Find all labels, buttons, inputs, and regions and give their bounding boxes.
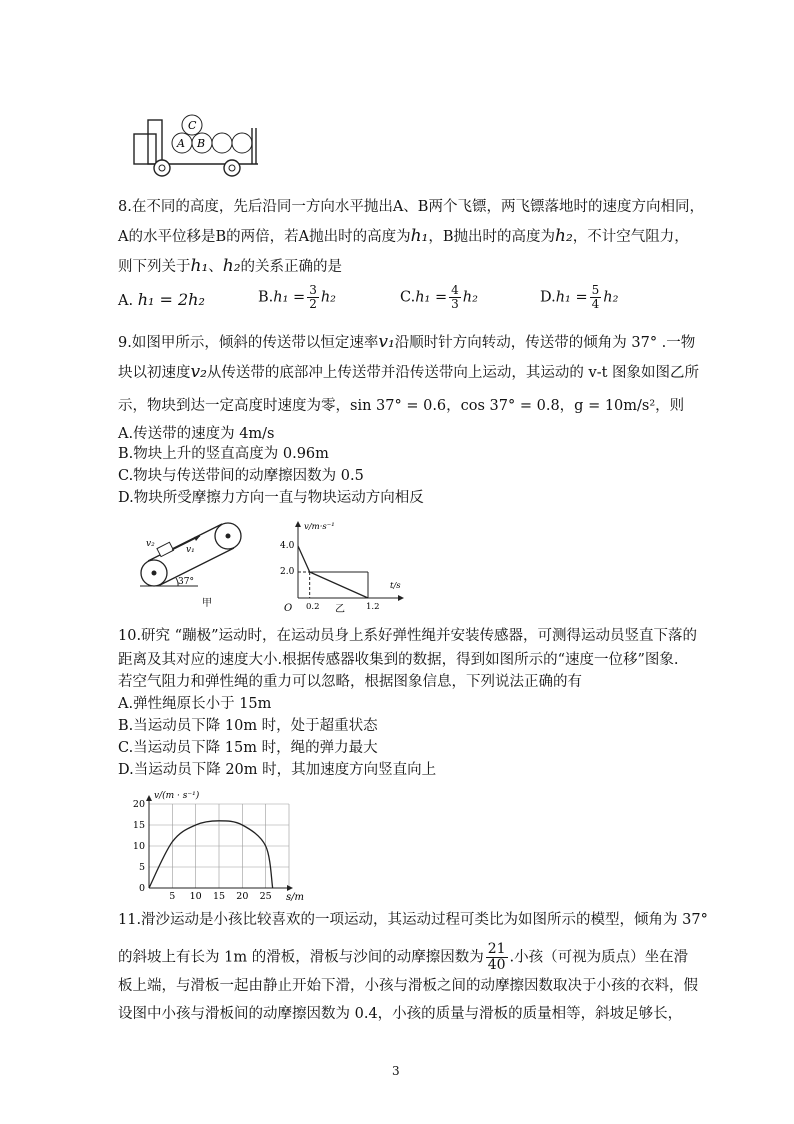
- vs-xtick: 25: [259, 891, 272, 902]
- q10-line-3: 若空气阻力和弹性绳的重力可以忽略，根据图象信息，下列说法正确的有: [118, 674, 582, 690]
- vt-ylabel: v/m·s⁻¹: [304, 522, 335, 532]
- q8-option-c[interactable]: C.h₁ = $\frac{4}{3}$ h₂: [400, 283, 478, 311]
- vt-origin: O: [284, 603, 293, 614]
- q8-line-3: 则下列关于h₁、h₂的关系正确的是: [118, 256, 343, 276]
- q11-line-3: 板上端，与滑板一起由静止开始下滑，小孩与滑板之间的动摩擦因数取决于小孩的衣料，假: [118, 978, 698, 994]
- q10-line-1: 10.研究 “蹦极”运动时，在运动员身上系好弹性绳并安装传感器，可测得运动员竖直下落的: [118, 628, 697, 644]
- label-a: A: [177, 137, 185, 150]
- vt-graph: [278, 516, 408, 616]
- block: [157, 542, 174, 556]
- vs-xtick: 10: [189, 891, 202, 902]
- vt-caption: 乙: [335, 604, 345, 615]
- q9-option-a[interactable]: A.传送带的速度为 4m/s: [118, 426, 275, 442]
- q9-option-d[interactable]: D.物块所受摩擦力方向一直与物块运动方向相反: [118, 490, 424, 506]
- q11-line-2: 的斜坡上有长为 1m 的滑板，滑板与沙间的动摩擦因数为 $\frac{21}{40}$ .小孩（可视为质点）坐在滑: [118, 941, 689, 973]
- label-v1: v₁: [186, 545, 195, 555]
- vs-ytick: 15: [132, 820, 145, 831]
- belt-upper: [148, 524, 222, 561]
- vs-xtick: 5: [169, 891, 176, 902]
- q11-line-4: 设图中小孩与滑板间的动摩擦因数为 0.4，小孩的质量与滑板的质量相等，斜坡足够长，: [118, 1006, 683, 1022]
- label-c: C: [188, 119, 197, 132]
- q8-option-b[interactable]: B.h₁ = $\frac{3}{2}$ h₂: [258, 283, 336, 311]
- q8-h1: h₁: [410, 226, 429, 246]
- vt-ytick-4: 4.0: [280, 541, 295, 551]
- vs-xlabel: s/m: [286, 892, 304, 903]
- q9-line-2: 块以初速度v₂从传送带的底部冲上传送带并沿传送带向上运动，其运动的 v-t 图象如图乙所: [118, 362, 700, 382]
- belt-figure: [128, 516, 258, 616]
- q9-line-1: 9.如图甲所示，倾斜的传送带以恒定速率v₁沿顺时针方向转动，传送带的倾角为 37° .一物: [118, 332, 696, 352]
- truck-cab: [134, 134, 156, 164]
- vs-ytick: 5: [138, 862, 145, 873]
- vs-series-curve: [149, 821, 273, 888]
- q10-option-a[interactable]: A.弹性绳原长小于 15m: [118, 696, 272, 712]
- q9-option-b[interactable]: B.物块上升的竖直高度为 0.96m: [118, 446, 329, 462]
- label-angle: 37°: [178, 577, 194, 587]
- q10-line-2: 距离及其对应的速度大小.根据传感器收集到的数据，得到如图所示的“速度一位移”图象.: [118, 652, 679, 668]
- vs-graph: [118, 784, 314, 906]
- q8-line-1: 8.在不同的高度，先后沿同一方向水平抛出A、B两个飞镖，两飞镖落地时的速度方向相同，: [118, 199, 704, 215]
- truck-wheel-front: [154, 160, 170, 176]
- label-v2: v₂: [146, 539, 155, 549]
- q9-line-3: 示，物块到达一定高度时速度为零，sin 37° = 0.6，cos 37° = 0.8，g = 10m/s²，则: [118, 398, 685, 414]
- vt-ytick-2: 2.0: [280, 567, 295, 577]
- vt-xlabel: t/s: [390, 581, 401, 591]
- q10-option-b[interactable]: B.当运动员下降 10m 时，处于超重状态: [118, 718, 378, 734]
- q10-option-d[interactable]: D.当运动员下降 20m 时，其加速度方向竖直向上: [118, 762, 437, 778]
- vs-ytick: 10: [132, 841, 145, 852]
- belt-lower: [160, 548, 234, 585]
- vs-ticks: [133, 799, 272, 902]
- truck-wheel-rear: [224, 160, 240, 176]
- q11-friction-fraction: $\frac{21}{40}$: [487, 941, 506, 973]
- q10-option-c[interactable]: C.当运动员下降 15m 时，绳的弹力最大: [118, 740, 378, 756]
- vs-ytick: 0: [138, 883, 145, 894]
- vs-xtick: 15: [212, 891, 226, 902]
- truck-cab-window: [148, 120, 162, 164]
- q8-option-a[interactable]: A. h₁ = 2h₂: [118, 290, 205, 309]
- q8-h2: h₂: [555, 226, 573, 246]
- q11-line-1: 11.滑沙运动是小孩比较喜欢的一项运动，其运动过程可类比为如图所示的模型，倾角为 37°: [118, 912, 708, 928]
- label-b: B: [197, 137, 206, 150]
- vt-xtick-1.2: 1.2: [366, 602, 380, 612]
- vs-ytick: 20: [132, 799, 145, 810]
- vt-xtick-0.2: 0.2: [306, 602, 320, 612]
- q9-option-c[interactable]: C.物块与传送带间的动摩擦因数为 0.5: [118, 468, 364, 484]
- q8-option-d[interactable]: D.h₁ = $\frac{5}{4}$ h₂: [540, 283, 619, 311]
- page-number: 3: [392, 1064, 400, 1078]
- belt-caption: 甲: [202, 598, 212, 609]
- vs-xtick: 20: [236, 891, 249, 902]
- q8-line-2: A的水平位移是B的两倍，若A抛出时的高度为h₁，B抛出时的高度为h₂，不计空气阻力，: [118, 226, 689, 246]
- truck-figure: [126, 108, 266, 180]
- vs-ylabel: v/(m · s⁻¹): [154, 791, 200, 801]
